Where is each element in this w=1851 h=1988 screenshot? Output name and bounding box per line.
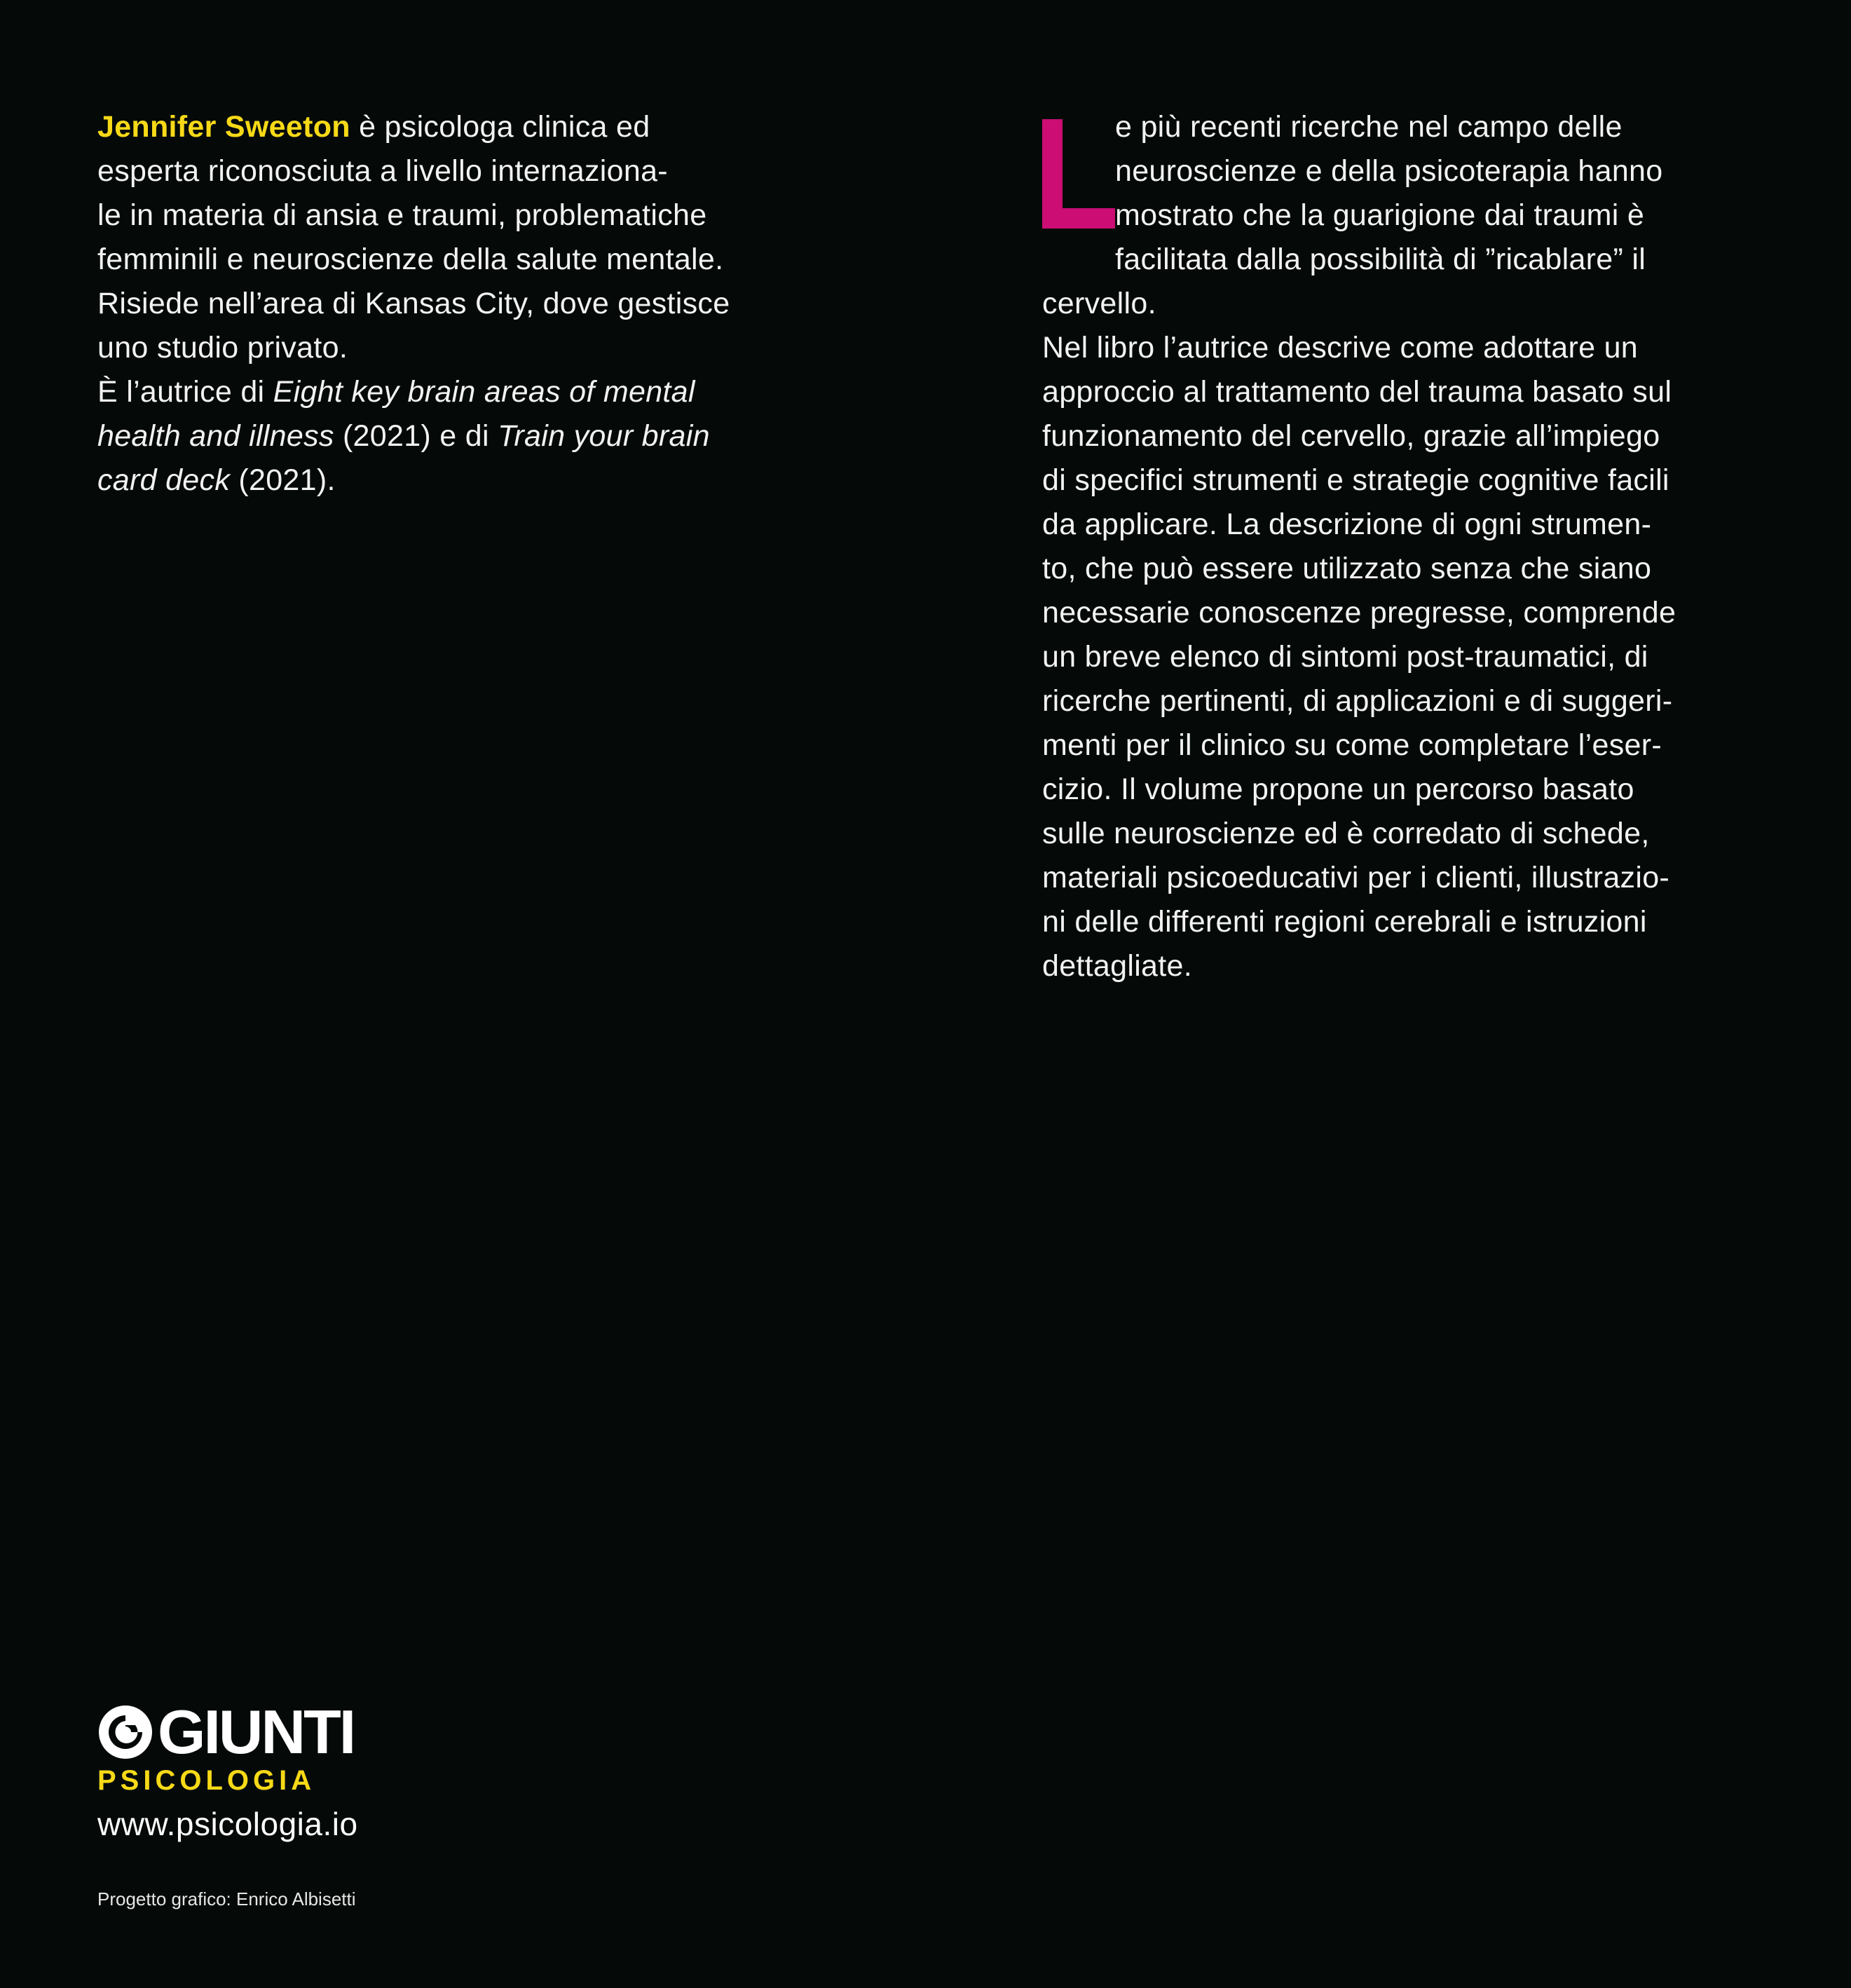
blurb-line: Nel libro l’autrice descrive come adottare un (1042, 331, 1639, 365)
publisher-url[interactable]: www.psicologia.io (97, 1806, 358, 1842)
book1-title-part2: health and illness (97, 419, 334, 453)
book2-year: (2021). (238, 463, 336, 497)
bio-books-line-2 (97, 414, 798, 458)
blurb-line: da applicare. La descrizione di ogni strumen- (1042, 508, 1652, 541)
bio-line: le in materia di ansia e traumi, problematiche (97, 198, 707, 232)
bio-line: uno studio privato. (97, 331, 348, 365)
blurb-line: di specifici strumenti e strategie cognitive facili (1042, 463, 1669, 497)
bio-line: femminili e neuroscienze della salute mentale. (97, 243, 724, 276)
book1-year: (2021) e di (342, 419, 489, 453)
blurb-line: facilitata dalla possibilità di ”ricablare” il cervello. (1042, 243, 1646, 320)
blurb-line: necessarie conoscenze pregresse, comprende (1042, 596, 1676, 629)
books-intro: È l’autrice di (97, 375, 265, 409)
bio-line: esperta riconosciuta a livello internaziona- (97, 154, 668, 188)
blurb-line: dettagliate. (1042, 949, 1192, 983)
bio-books-line-1 (97, 370, 798, 414)
publisher-name: GIUNTI (158, 1697, 355, 1766)
publisher-block (97, 1697, 358, 1845)
author-name: Jennifer Sweeton (97, 110, 350, 144)
blurb-line: neuroscienze e della psicoterapia hanno (1115, 154, 1663, 188)
blurb-line: e più recenti ricerche nel campo delle (1115, 110, 1623, 144)
blurb-line: un breve elenco di sintomi post-traumatici, di (1042, 640, 1648, 674)
book2-title-part1: Train your brain (498, 419, 710, 453)
blurb-line: funzionamento del cervello, grazie all’impiego (1042, 419, 1660, 453)
blurb-line: menti per il clinico su come completare l’eser- (1042, 728, 1662, 762)
blurb-line: ricerche pertinenti, di applicazioni e di suggeri- (1042, 684, 1673, 718)
bio-line-1-text: è psicologa clinica ed (359, 110, 650, 144)
author-bio (97, 105, 798, 503)
blurb-line: materiali psicoeducativi per i clienti, illustrazio- (1042, 861, 1670, 894)
blurb-line: to, che può essere utilizzato senza che siano (1042, 552, 1652, 585)
bio-line-1 (97, 105, 798, 149)
drop-cap-foot (1042, 208, 1115, 229)
book1-title-part1: Eight key brain areas of mental (273, 375, 695, 409)
blurb-line: approccio al trattamento del trauma basato sul (1042, 375, 1672, 409)
bio-books-line-3 (97, 458, 798, 503)
drop-cap (1042, 119, 1115, 240)
blurb-line: cizio. Il volume propone un percorso basato (1042, 772, 1634, 806)
blurb-line: ni delle differenti regioni cerebrali e istruzioni (1042, 905, 1647, 939)
blurb-line: sulle neuroscienze ed è corredato di schede, (1042, 817, 1650, 850)
book2-title-part2: card deck (97, 463, 231, 497)
publisher-division: PSICOLOGIA (97, 1765, 316, 1796)
blurb-line: mostrato che la guarigione dai traumi è (1115, 198, 1645, 232)
book-blurb (1042, 105, 1750, 988)
design-credit: Progetto grafico: Enrico Albisetti (97, 1888, 356, 1909)
giunti-g-logo-icon (97, 1704, 153, 1760)
bio-line: Risiede nell’area di Kansas City, dove gestisce (97, 287, 730, 320)
publisher-logo (97, 1697, 358, 1766)
